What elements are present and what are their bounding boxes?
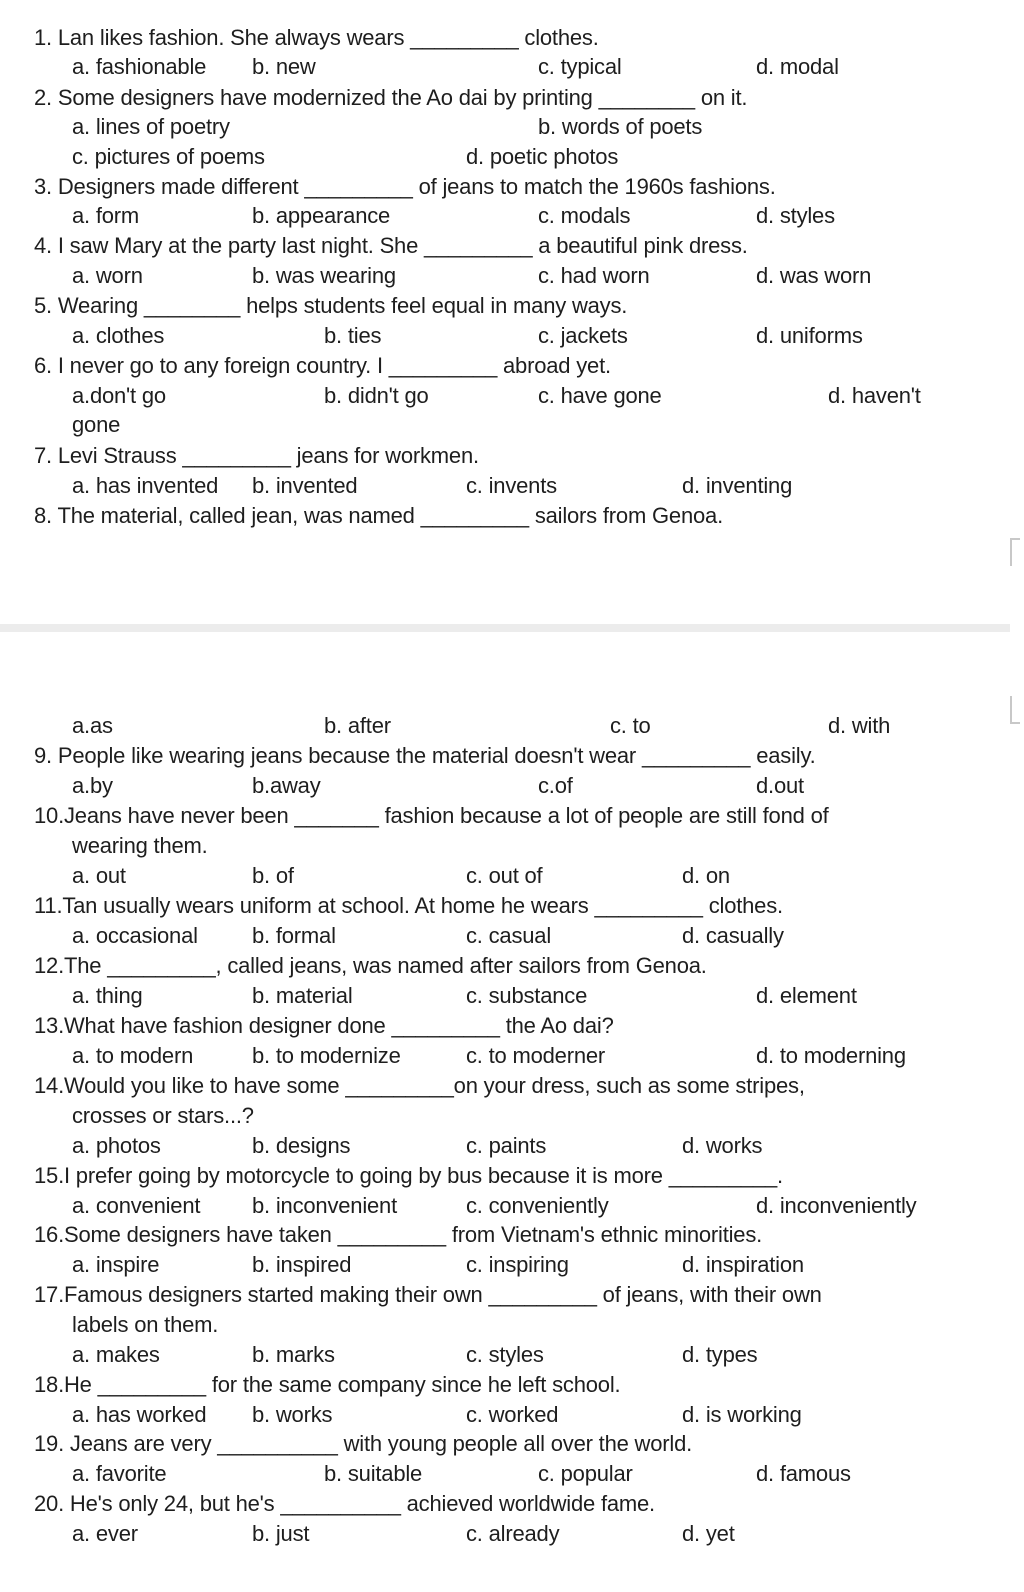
q5-option-a: a. clothes	[72, 323, 165, 348]
q5-option-c: c. jackets	[538, 323, 628, 348]
q3-option-a: a. form	[72, 203, 140, 228]
q15-option-c: c. conveniently	[466, 1193, 609, 1218]
question-8: 8. The material, called jean, was named _________ sailors from Genoa.	[34, 503, 723, 528]
q4-option-c: c. had worn	[538, 263, 650, 288]
q19-option-a: a. favorite	[72, 1461, 167, 1486]
q16-option-b: b. inspired	[252, 1252, 352, 1277]
question-10-continued: wearing them.	[72, 833, 208, 858]
q16-option-a: a. inspire	[72, 1252, 160, 1277]
question-10: 10.Jeans have never been _______ fashion because a lot of people are still fond of	[34, 803, 829, 828]
question-11: 11.Tan usually wears uniform at school. At home he wears _________ clothes.	[34, 893, 783, 918]
question-7: 7. Levi Strauss _________ jeans for workmen.	[34, 443, 479, 468]
question-2: 2. Some designers have modernized the Ao dai by printing ________ on it.	[34, 85, 748, 110]
q16-option-c: c. inspiring	[466, 1252, 569, 1277]
q9-option-a: a.by	[72, 773, 113, 798]
q7-option-d: d. inventing	[682, 473, 793, 498]
q4-option-d: d. was worn	[756, 263, 872, 288]
question-15: 15.I prefer going by motorcycle to going by bus because it is more _________.	[34, 1163, 783, 1188]
q1-option-c: c. typical	[538, 54, 622, 79]
q15-option-b: b. inconvenient	[252, 1193, 397, 1218]
q10-option-d: d. on	[682, 863, 730, 888]
q4-option-b: b. was wearing	[252, 263, 396, 288]
question-5: 5. Wearing ________ helps students feel equal in many ways.	[34, 293, 628, 318]
q20-option-d: d. yet	[682, 1521, 735, 1546]
crop-bracket-bottom	[1010, 696, 1020, 724]
q2-option-d: d. poetic photos	[466, 144, 619, 169]
q19-option-b: b. suitable	[324, 1461, 423, 1486]
q6-option-a-wrap: gone	[72, 412, 121, 437]
q17-option-b: b. marks	[252, 1342, 335, 1367]
q3-option-d: d. styles	[756, 203, 835, 228]
crop-bracket-top	[1010, 538, 1020, 566]
q7-option-a: a. has invented	[72, 473, 219, 498]
q20-option-b: b. just	[252, 1521, 310, 1546]
q18-option-c: c. worked	[466, 1402, 559, 1427]
q6-option-c: c. have gone	[538, 383, 662, 408]
q11-option-a: a. occasional	[72, 923, 198, 948]
q3-option-b: b. appearance	[252, 203, 391, 228]
q2-option-b: b. words of poets	[538, 114, 703, 139]
q9-option-c: c.of	[538, 773, 573, 798]
q12-option-c: c. substance	[466, 983, 588, 1008]
q13-option-b: b. to modernize	[252, 1043, 401, 1068]
q18-option-b: b. works	[252, 1402, 333, 1427]
q13-option-a: a. to modern	[72, 1043, 194, 1068]
q8-option-a: a.as	[72, 713, 113, 738]
q17-option-a: a. makes	[72, 1342, 160, 1367]
q11-option-b: b. formal	[252, 923, 336, 948]
q16-option-d: d. inspiration	[682, 1252, 804, 1277]
q12-option-d: d. element	[756, 983, 857, 1008]
question-4: 4. I saw Mary at the party last night. She _________ a beautiful pink dress.	[34, 233, 748, 258]
q2-option-a: a. lines of poetry	[72, 114, 230, 139]
q12-option-b: b. material	[252, 983, 353, 1008]
page-divider	[0, 624, 1010, 632]
q8-option-d: d. with	[828, 713, 891, 738]
q13-option-d: d. to moderning	[756, 1043, 906, 1068]
q20-option-c: c. already	[466, 1521, 560, 1546]
q11-option-c: c. casual	[466, 923, 552, 948]
q15-option-a: a. convenient	[72, 1193, 201, 1218]
q5-option-b: b. ties	[324, 323, 382, 348]
q6-option-a: a.don't go	[72, 383, 166, 408]
q14-option-b: b. designs	[252, 1133, 351, 1158]
q18-option-a: a. has worked	[72, 1402, 207, 1427]
question-19: 19. Jeans are very __________ with young people all over the world.	[34, 1431, 693, 1456]
q6-option-d: d. haven't	[828, 383, 921, 408]
q3-option-c: c. modals	[538, 203, 631, 228]
question-1: 1. Lan likes fashion. She always wears _________ clothes.	[34, 25, 599, 50]
q11-option-d: d. casually	[682, 923, 784, 948]
question-12: 12.The _________, called jeans, was named after sailors from Genoa.	[34, 953, 707, 978]
question-14-continued: crosses or stars...?	[72, 1103, 254, 1128]
q1-option-a: a. fashionable	[72, 54, 207, 79]
question-20: 20. He's only 24, but he's __________ achieved worldwide fame.	[34, 1491, 655, 1516]
question-17: 17.Famous designers started making their own _________ of jeans, with their own	[34, 1282, 822, 1307]
question-3: 3. Designers made different _________ of jeans to match the 1960s fashions.	[34, 174, 776, 199]
q13-option-c: c. to moderner	[466, 1043, 606, 1068]
question-14: 14.Would you like to have some _________on your dress, such as some stripes,	[34, 1073, 805, 1098]
q8-option-b: b. after	[324, 713, 391, 738]
q14-option-d: d. works	[682, 1133, 763, 1158]
q15-option-d: d. inconveniently	[756, 1193, 917, 1218]
q14-option-c: c. paints	[466, 1133, 547, 1158]
question-16: 16.Some designers have taken _________ from Vietnam's ethnic minorities.	[34, 1222, 763, 1247]
q5-option-d: d. uniforms	[756, 323, 863, 348]
q20-option-a: a. ever	[72, 1521, 138, 1546]
q17-option-d: d. types	[682, 1342, 758, 1367]
q1-option-d: d. modal	[756, 54, 839, 79]
q8-option-c: c. to	[610, 713, 651, 738]
q9-option-d: d.out	[756, 773, 804, 798]
q19-option-c: c. popular	[538, 1461, 633, 1486]
q6-option-b: b. didn't go	[324, 383, 429, 408]
question-13: 13.What have fashion designer done _________ the Ao dai?	[34, 1013, 614, 1038]
q1-option-b: b. new	[252, 54, 316, 79]
question-18: 18.He _________ for the same company since he left school.	[34, 1372, 621, 1397]
q19-option-d: d. famous	[756, 1461, 851, 1486]
q10-option-a: a. out	[72, 863, 126, 888]
q7-option-c: c. invents	[466, 473, 557, 498]
q4-option-a: a. worn	[72, 263, 143, 288]
question-9: 9. People like wearing jeans because the material doesn't wear _________ easily.	[34, 743, 816, 768]
q9-option-b: b.away	[252, 773, 321, 798]
q14-option-a: a. photos	[72, 1133, 161, 1158]
question-17-continued: labels on them.	[72, 1312, 219, 1337]
page-break-gap	[0, 536, 1024, 696]
q10-option-b: b. of	[252, 863, 294, 888]
q12-option-a: a. thing	[72, 983, 143, 1008]
q7-option-b: b. invented	[252, 473, 358, 498]
question-6: 6. I never go to any foreign country. I _________ abroad yet.	[34, 353, 611, 378]
q18-option-d: d. is working	[682, 1402, 802, 1427]
q10-option-c: c. out of	[466, 863, 543, 888]
q17-option-c: c. styles	[466, 1342, 544, 1367]
q2-option-c: c. pictures of poems	[72, 144, 265, 169]
